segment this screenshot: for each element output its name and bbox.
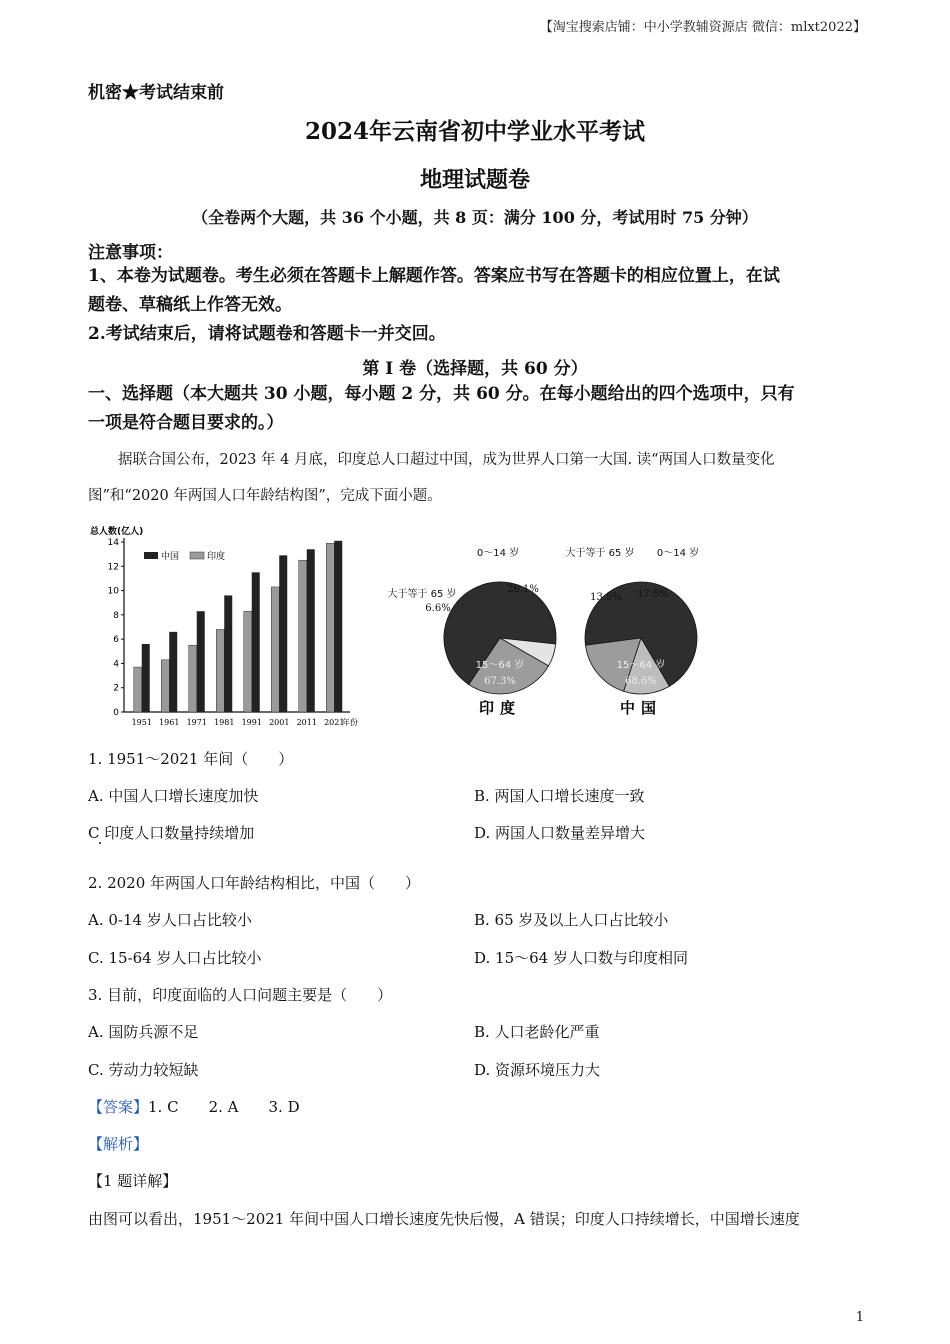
x-tick-label: 1951 <box>131 718 152 727</box>
x-axis-label: 年份 <box>342 718 358 727</box>
y-tick-label: 14 <box>107 538 119 548</box>
bar-india <box>161 660 169 712</box>
population-bar-chart <box>88 522 358 732</box>
pie-slice-label: 大于等于 65 岁 <box>565 548 635 559</box>
y-axis-label: 总人数(亿人) <box>90 527 144 537</box>
pie-value-label: 13.5% <box>590 592 622 603</box>
y-tick-label: 6 <box>113 635 119 646</box>
pie-slice-label: 大于等于 65 岁 <box>388 589 457 600</box>
x-tick-label: 1971 <box>186 718 207 727</box>
y-tick-label: 2 <box>113 683 119 694</box>
x-tick-label: 1991 <box>241 718 262 727</box>
q1-option-a: A. 中国人口增长速度加快 <box>88 787 259 805</box>
question-2-stem: 2. 2020 年两国人口年龄结构相比，中国（ ） <box>88 874 421 892</box>
page-number: 1 <box>855 1310 864 1325</box>
part1-instructions <box>88 380 868 438</box>
q2-option-a: A. 0-14 岁人口占比较小 <box>88 911 252 929</box>
pie-charts-svg <box>388 540 713 720</box>
answer-tag: 【答案】 <box>88 1098 149 1116</box>
bar-china <box>224 595 232 712</box>
note-line-1: 1、本卷为试题卷。考生必须在答题卡上解题作答。答案应书写在答题卡的相应位置上，在试 <box>88 266 780 286</box>
scan-dot <box>99 842 101 844</box>
notes-block <box>88 262 868 349</box>
bar-india <box>299 560 307 712</box>
passage <box>88 442 878 514</box>
part1-line-2: 一项是符合题目要求的。） <box>88 413 284 433</box>
legend-swatch-china <box>144 552 158 559</box>
notes-heading: 注意事项： <box>88 243 173 263</box>
question-1-stem: 1. 1951～2021 年间（ ） <box>88 750 294 768</box>
q2-option-b: B. 65 岁及以上人口占比较小 <box>474 911 669 929</box>
note-line-3: 2.考试结束后，请将试题卷和答题卡一并交回。 <box>88 324 446 344</box>
y-tick-label: 10 <box>107 586 119 597</box>
bar-china <box>334 541 342 712</box>
q2-option-c: C. 15-64 岁人口占比较小 <box>88 949 262 967</box>
bar-india <box>244 611 252 712</box>
legend-label-india: 印度 <box>207 552 226 562</box>
legend-label-china: 中国 <box>161 552 180 562</box>
pie-title: 中国 <box>619 699 663 717</box>
pie-value-label: 26.1% <box>507 584 539 595</box>
x-tick-label: 2001 <box>269 718 290 727</box>
x-tick-label: 1981 <box>214 718 235 727</box>
header-note: 【淘宝搜索店铺：中小学教辅资源店 微信：mlxt2022】 <box>539 20 866 35</box>
q3-option-d: D. 资源环境压力大 <box>474 1061 601 1079</box>
bar-chart-svg <box>88 522 358 732</box>
bar-india <box>271 587 279 712</box>
subject-title: 地理试题卷 <box>419 167 530 193</box>
q2-option-d: D. 15～64 岁人口数与印度相同 <box>474 949 688 967</box>
question-3-stem: 3. 目前，印度面临的人口问题主要是（ ） <box>88 986 393 1004</box>
answer-values: 1. C 2. A 3. D <box>148 1098 300 1116</box>
q3-option-a: A. 国防兵源不足 <box>88 1023 199 1041</box>
bar-china <box>252 572 260 712</box>
q1-option-b: B. 两国人口增长速度一致 <box>474 787 645 805</box>
note-line-2: 题卷、草稿纸上作答无效。 <box>88 295 292 315</box>
y-tick-label: 8 <box>113 610 119 621</box>
detail-text: 由图可以看出，1951～2021 年间中国人口增长速度先快后慢，A 错误；印度人口持续增长，中国增长速度 <box>88 1210 800 1228</box>
x-tick-label: 1961 <box>159 718 180 727</box>
bar-china <box>197 611 205 712</box>
q1-option-c: C 印度人口数量持续增加 <box>88 824 255 842</box>
pie-slice-label: 0～14 岁 <box>476 548 520 559</box>
bar-india <box>326 543 334 712</box>
q1-option-d: D. 两国人口数量差异增大 <box>474 824 646 842</box>
exam-title: 2024年云南省初中学业水平考试 <box>304 118 645 145</box>
pie-value-label: 68.6% <box>625 676 657 687</box>
bar-china <box>142 644 150 712</box>
legend-swatch-india <box>190 552 204 559</box>
bar-china <box>169 632 177 712</box>
section-title: 第 I 卷（选择题，共 60 分） <box>362 359 588 379</box>
pie-title: 印度 <box>478 699 522 717</box>
passage-line-1: 据联合国公布，2023 年 4 月底，印度总人口超过中国，成为世界人口第一大国. 读“两国人口数量变化 <box>118 452 775 468</box>
pie-value-label: 6.6% <box>425 603 451 614</box>
y-tick-label: 12 <box>107 562 119 573</box>
pie-slice-label: 15～64 岁 <box>616 660 666 671</box>
exam-info: （全卷两个大题，共 36 个小题，共 8 页：满分 100 分，考试用时 75 分钟） <box>192 208 758 227</box>
pie-value-label: 67.3% <box>484 676 516 687</box>
y-tick-label: 0 <box>113 708 119 718</box>
part1-line-1: 一、选择题（本大题共 30 小题，每小题 2 分，共 60 分。在每小题给出的四个选项中，只有 <box>88 384 795 404</box>
q3-option-c: C. 劳动力较短缺 <box>88 1061 199 1079</box>
y-tick-label: 4 <box>113 659 119 670</box>
pie-slice-label: 15～64 岁 <box>475 660 525 671</box>
age-structure-pie-charts <box>388 540 713 720</box>
bar-india <box>134 667 142 712</box>
pie-value-label: 17.9% <box>637 589 669 600</box>
passage-line-2: 图”和“2020 年两国人口年龄结构图”，完成下面小题。 <box>88 488 442 504</box>
bar-india <box>189 645 197 712</box>
confidential-label: 机密★考试结束前 <box>88 83 224 103</box>
q3-option-b: B. 人口老龄化严重 <box>474 1023 600 1041</box>
bar-china <box>279 555 287 712</box>
detail-heading: 【1 题详解】 <box>88 1172 178 1190</box>
bar-india <box>216 629 224 712</box>
x-tick-label: 2021 <box>324 718 345 727</box>
answer-line <box>88 1096 300 1117</box>
pie-slice-label: 0～14 岁 <box>656 548 700 559</box>
x-tick-label: 2011 <box>296 718 317 727</box>
analysis-tag: 【解析】 <box>88 1135 149 1153</box>
bar-china <box>307 549 315 712</box>
